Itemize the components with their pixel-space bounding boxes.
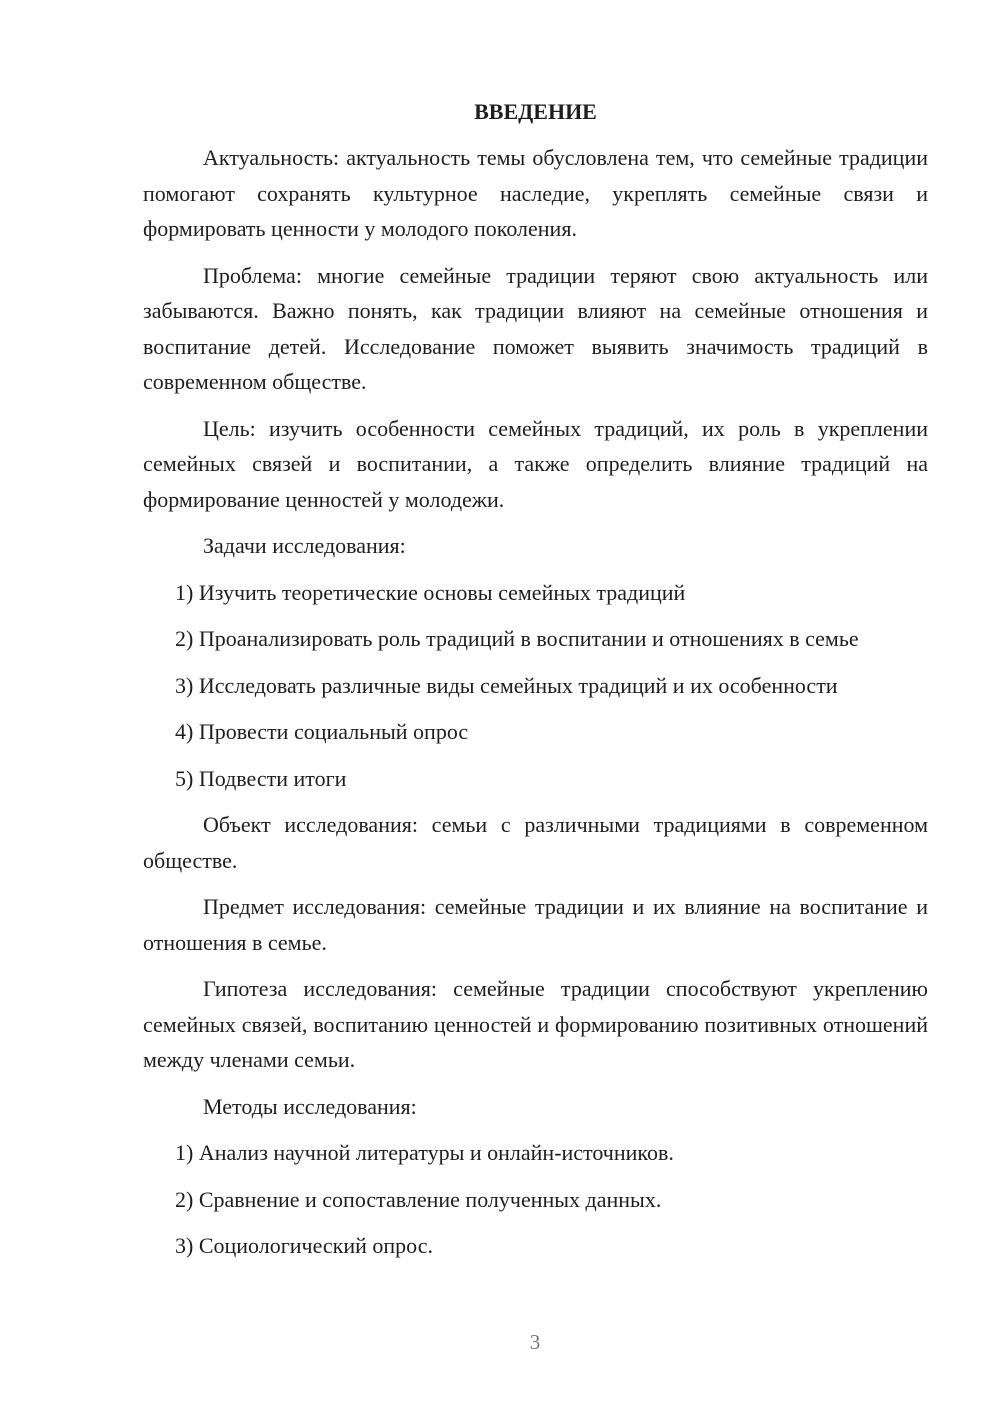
paragraph-problem: Проблема: многие семейные традиции теряют свою актуальность или забываются. Важно понять, как традиции влияют на семейные отношения и воспитание детей. Исследование поможет выявить значимость традиций в современном обществе.	[143, 262, 928, 394]
paragraph-object: Объект исследования: семьи с различными традициями в современном обществе.	[143, 812, 928, 873]
paragraph-tasks-heading: Задачи исследования:	[203, 533, 406, 558]
paragraph-relevance: Актуальность: актуальность темы обусловлена тем, что семейные традиции помогают сохранять культурное наследие, укреплять семейные связи и формировать ценности у молодого поколения.	[143, 145, 928, 241]
paragraph-hypothesis: Гипотеза исследования: семейные традиции способствуют укреплению семейных связей, воспитанию ценностей и формированию позитивных отношений между членами семьи.	[143, 976, 928, 1072]
task-item: 2) Проанализировать роль традиций в воспитании и отношениях в семье	[175, 626, 859, 651]
page-number: 3	[529, 1330, 541, 1354]
method-item: 2) Сравнение и сопоставление полученных данных.	[175, 1186, 662, 1212]
paragraph-goal: Цель: изучить особенности семейных традиций, их роль в укреплении семейных связей и воспитании, а также определить влияние традиций на формирование ценностей у молодежи.	[143, 415, 928, 512]
page-content	[143, 94, 928, 1275]
paragraph-subject: Предмет исследования: семейные традиции и их влияние на воспитание и отношения в семье.	[143, 894, 928, 955]
task-item: 3) Исследовать различные виды семейных традиций и их особенности	[175, 672, 838, 698]
page-title: ВВЕДЕНИЕ	[474, 99, 597, 124]
paragraph-methods-heading: Методы исследования:	[203, 1093, 417, 1119]
task-item: 1) Изучить теоретические основы семейных традиций	[175, 579, 686, 605]
method-item: 1) Анализ научной литературы и онлайн-источников.	[175, 1140, 674, 1165]
task-item: 4) Провести социальный опрос	[175, 719, 469, 744]
method-item: 3) Социологический опрос.	[175, 1233, 433, 1258]
task-item: 5) Подвести итоги	[175, 765, 347, 791]
